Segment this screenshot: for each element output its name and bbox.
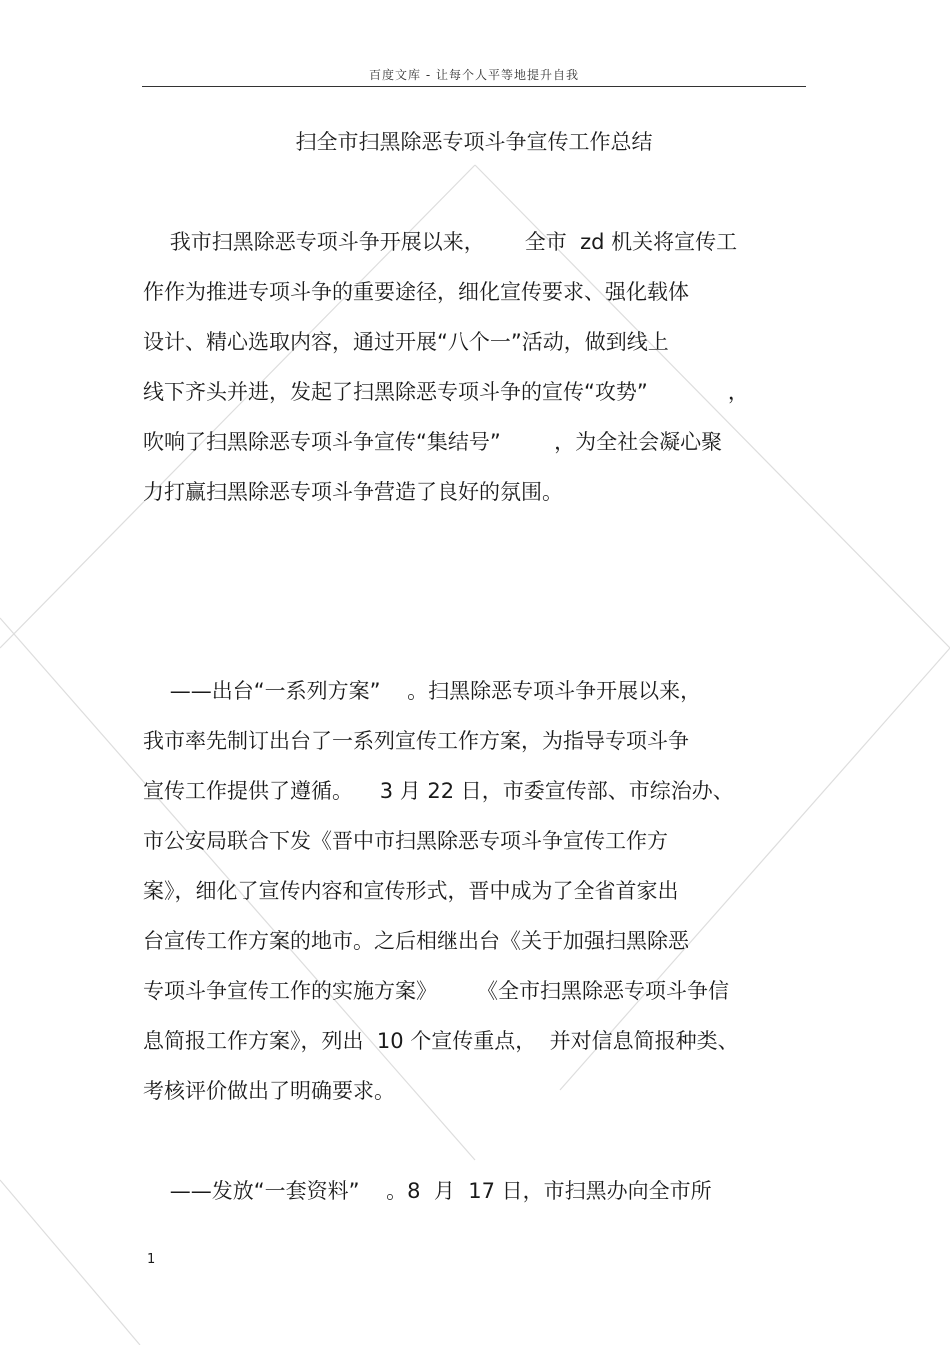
paragraph-line: 台宣传工作方案的地市。之后相继出台《关于加强扫黑除恶 [143,929,689,953]
paragraph-line: 专项斗争宣传工作的实施方案》 《全市扫黑除恶专项斗争信 [143,979,730,1003]
header-divider [142,86,806,87]
paragraph-line: 吹响了扫黑除恶专项斗争宣传“集结号” ，为全社会凝心聚 [143,430,723,454]
paragraph-line: 线下齐头并进，发起了扫黑除恶专项斗争的宣传“攻势” ， [143,380,749,404]
paragraph-line: 力打赢扫黑除恶专项斗争营造了良好的氛围。 [143,480,563,504]
paragraph-line: 我市率先制订出台了一系列宣传工作方案，为指导专项斗争 [143,729,689,753]
paragraph-line: 宣传工作提供了遵循。 3 月 22 日，市委宣传部、市综治办、 [143,779,734,803]
paragraph-line: 考核评价做出了明确要求。 [143,1079,395,1103]
page-number: 1 [147,1252,156,1267]
page-header: 百度文库 - 让每个人平等地提升自我 [369,68,579,82]
paragraph-line: 息简报工作方案》，列出 10 个宣传重点， 并对信息简报种类、 [143,1029,739,1053]
document-title: 扫全市扫黑除恶专项斗争宣传工作总结 [295,130,653,154]
paragraph-line: 作作为推进专项斗争的重要途径，细化宣传要求、强化载体 [143,280,689,304]
paragraph-line: 我市扫黑除恶专项斗争开展以来， 全市 zd 机关将宣传工 [143,230,738,254]
paragraph-line: ——出台“一系列方案” 。扫黑除恶专项斗争开展以来， [143,679,702,703]
paragraph-line: 设计、精心选取内容，通过开展“八个一”活动，做到线上 [143,330,669,354]
paragraph-line: 市公安局联合下发《晋中市扫黑除恶专项斗争宣传工作方 [143,829,668,853]
paragraph-line: ——发放“一套资料” 。8 月 17 日，市扫黑办向全市所 [143,1179,712,1203]
paragraph-line: 案》，细化了宣传内容和宣传形式，晋中成为了全省首家出 [143,879,679,903]
